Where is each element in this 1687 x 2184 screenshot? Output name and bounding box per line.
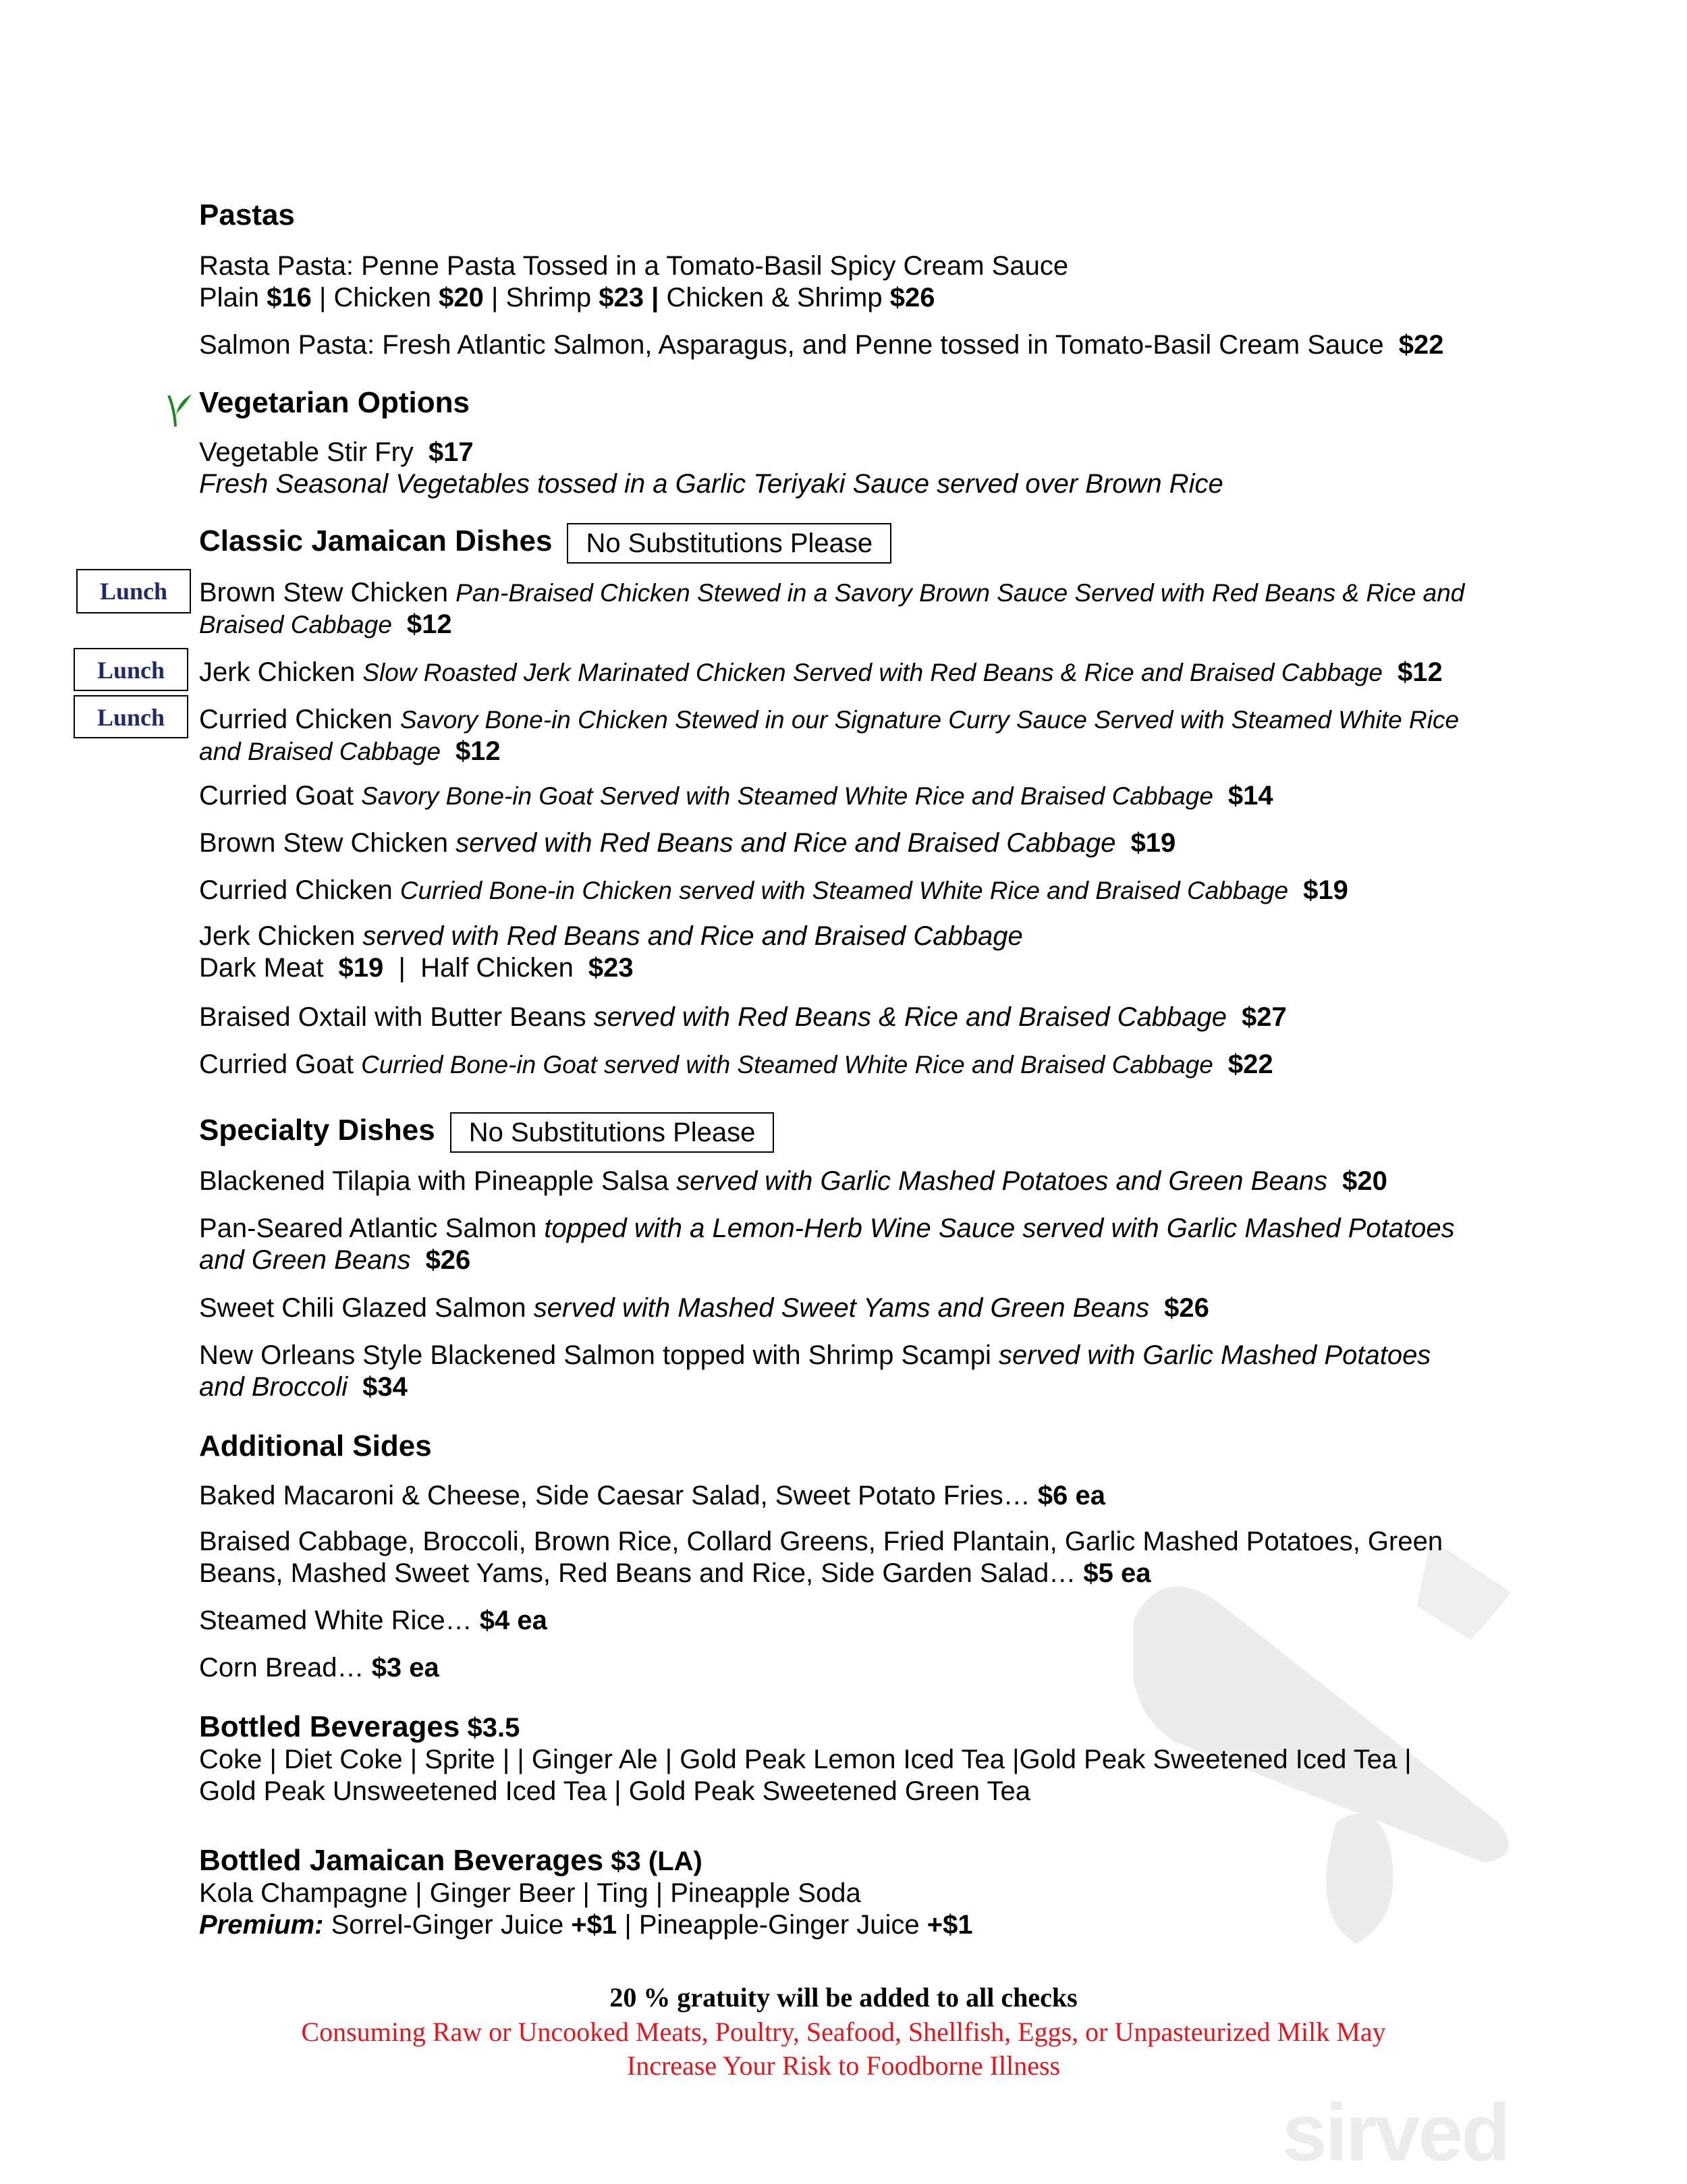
menu-item — [199, 827, 1522, 859]
item-name: Vegetable Stir Fry — [199, 437, 414, 467]
item-price: $20 — [1342, 1166, 1387, 1196]
menu-item — [199, 1166, 1522, 1197]
item-desc: and Green Beans — [199, 1245, 411, 1275]
vegetarian-heading: Vegetarian Options — [199, 386, 470, 419]
menu-item — [199, 875, 1522, 906]
item-desc: served with Red Beans and Rice and Braised Cabbage — [362, 921, 1023, 951]
specialty-heading-row — [199, 1110, 1522, 1153]
item-name: Jerk Chicken — [199, 921, 356, 951]
food-safety-warning: Consuming Raw or Uncooked Meats, Poultry, Seafood, Shellfish, Eggs, or Unpasteurized Milk May — [301, 2017, 1386, 2047]
lunch-badge: Lunch — [74, 648, 188, 691]
side-item — [199, 1480, 1522, 1512]
item-desc: Slow Roasted Jerk Marinated Chicken Served with Red Beans & Rice and Braised Cabbage — [362, 659, 1383, 686]
jamaican-beverages-list — [199, 1878, 1522, 1941]
beverage-line: Coke | Diet Coke | Sprite | | Ginger Ale | Gold Peak Lemon Iced Tea |Gold Peak Sweetened Iced Tea | — [199, 1745, 1412, 1774]
option-price: $16 — [267, 283, 312, 312]
item-desc: Curried Bone-in Chicken served with Steamed White Rice and Braised Cabbage — [399, 877, 1289, 904]
specialty-heading: Specialty Dishes — [199, 1114, 435, 1147]
item-price: $19 — [1303, 875, 1348, 905]
vegetable-stir-fry-item — [199, 437, 1522, 500]
option-label: Plain — [199, 283, 259, 312]
item-name: Sweet Chili Glazed Salmon — [199, 1293, 526, 1323]
side-text: Beans, Mashed Sweet Yams, Red Beans and Rice, Side Garden Salad… — [199, 1558, 1076, 1588]
gratuity-notice: 20 % gratuity will be added to all checks — [609, 1982, 1078, 2013]
item-name: Jerk Chicken — [199, 657, 356, 687]
item-price: $19 — [1130, 828, 1176, 858]
item-desc: Curried Bone-in Goat served with Steamed White Rice and Braised Cabbage — [361, 1051, 1213, 1079]
item-name: Curried Chicken — [199, 705, 393, 734]
beverage-line: Kola Champagne | Ginger Beer | Ting | Pineapple Soda — [199, 1878, 861, 1908]
premium-price: +$1 — [927, 1910, 973, 1940]
rasta-pasta-options: Plain $16 | Chicken $20 | Shrimp $23 | Chicken & Shrimp $26 — [199, 283, 935, 312]
food-safety-warning: Increase Your Risk to Foodborne Illness — [626, 2050, 1061, 2081]
menu-item — [199, 1340, 1522, 1403]
side-text: Corn Bread… — [199, 1653, 364, 1683]
side-text: Steamed White Rice… — [199, 1606, 472, 1635]
side-price: $6 ea — [1037, 1481, 1105, 1510]
item-name: Curried Goat — [199, 1049, 354, 1079]
option-label: Shrimp — [505, 283, 592, 312]
premium-item: Pineapple-Ginger Juice — [638, 1910, 920, 1940]
menu-item — [199, 1002, 1522, 1033]
heading-text: Bottled Beverages — [199, 1710, 460, 1743]
lunch-badge: Lunch — [74, 695, 188, 738]
no-substitutions-note: No Substitutions Please — [567, 523, 891, 564]
item-desc: Savory Bone-in Chicken Stewed in our Signature Curry Sauce Served with Steamed White Rice — [399, 706, 1460, 734]
option-price: $23 — [588, 953, 634, 983]
heading-price: $3 (LA) — [611, 1847, 702, 1876]
menu-item — [199, 1292, 1522, 1324]
side-text: Braised Cabbage, Broccoli, Brown Rice, Collard Greens, Fried Plantain, Garlic Mashed Potatoes, Green — [199, 1527, 1443, 1556]
bottled-beverages-heading — [199, 1711, 1522, 1744]
menu-item — [199, 1213, 1522, 1276]
item-name: Brown Stew Chicken — [199, 828, 449, 858]
item-desc: and Broccoli — [199, 1372, 348, 1402]
option-label: Chicken — [333, 283, 431, 312]
lunch-badge: Lunch — [76, 569, 191, 613]
item-price: $12 — [406, 609, 452, 639]
item-desc: served with Mashed Sweet Yams and Green Beans — [533, 1293, 1150, 1323]
option-price: $23 — [599, 283, 644, 312]
item-price: $26 — [425, 1245, 471, 1275]
jamaican-beverages-heading — [199, 1845, 1522, 1878]
item-price: $22 — [1398, 330, 1444, 360]
separator: | — [624, 1910, 632, 1940]
classic-heading: Classic Jamaican Dishes — [199, 524, 553, 557]
item-desc: Savory Bone-in Goat Served with Steamed White Rice and Braised Cabbage — [361, 782, 1213, 810]
menu-item: Jerk Chicken served with Red Beans and Rice and Braised Cabbage Dark Meat $19 | Half Chicken $23 — [199, 921, 1023, 983]
item-desc: Pan-Braised Chicken Stewed in a Savory Brown Sauce Served with Red Beans & Rice and — [455, 579, 1465, 607]
item-desc: served with Garlic Mashed Potatoes — [999, 1340, 1431, 1370]
side-price: $4 ea — [479, 1606, 547, 1635]
item-name: Brown Stew Chicken — [199, 578, 449, 607]
sirved-watermark: sirved — [1282, 2087, 1509, 2178]
item-desc: topped with a Lemon-Herb Wine Sauce served with Garlic Mashed Potatoes — [544, 1213, 1455, 1243]
item-desc: Braised Cabbage — [199, 611, 392, 638]
side-item — [199, 1605, 1522, 1637]
side-price: $5 ea — [1083, 1558, 1151, 1588]
item-desc: Fresh Seasonal Vegetables tossed in a Garlic Teriyaki Sauce served over Brown Rice — [199, 469, 1223, 499]
bottled-beverages-list — [199, 1744, 1522, 1807]
premium-price: +$1 — [571, 1910, 617, 1940]
item-name: Braised Oxtail with Butter Beans — [199, 1002, 586, 1032]
side-item — [199, 1526, 1522, 1589]
pastas-heading: Pastas — [199, 198, 295, 231]
heading-price: $3.5 — [467, 1713, 520, 1743]
menu-item — [199, 704, 1522, 767]
item-price: $34 — [362, 1372, 408, 1402]
item-desc: served with Red Beans and Rice and Braised Cabbage — [455, 828, 1116, 858]
item-name: Salmon Pasta: Fresh Atlantic Salmon, Asparagus, and Penne tossed in Tomato-Basil Cream Sauce — [199, 330, 1384, 360]
option-price: $26 — [889, 283, 935, 312]
item-price: $22 — [1227, 1049, 1273, 1079]
item-price: $14 — [1227, 781, 1273, 811]
premium-item: Sorrel-Ginger Juice — [331, 1910, 564, 1940]
item-price: $12 — [1397, 657, 1443, 687]
item-name: Pan-Seared Atlantic Salmon — [199, 1213, 537, 1243]
item-name: Curried Goat — [199, 781, 354, 811]
option-label: Dark Meat — [199, 953, 324, 983]
no-substitutions-note: No Substitutions Please — [450, 1112, 775, 1153]
premium-label: Premium: — [199, 1910, 324, 1940]
option-label: Half Chicken — [420, 953, 574, 983]
item-desc: served with Red Beans & Rice and Braised Cabbage — [593, 1002, 1227, 1032]
side-item — [199, 1652, 1522, 1684]
item-name: Curried Chicken — [199, 875, 393, 905]
side-price: $3 ea — [371, 1653, 439, 1683]
item-name: New Orleans Style Blackened Salmon topped with Shrimp Scampi — [199, 1340, 991, 1370]
item-price: $26 — [1164, 1293, 1209, 1323]
item-desc: and Braised Cabbage — [199, 738, 441, 765]
menu-item — [199, 577, 1522, 640]
heading-text: Bottled Jamaican Beverages — [199, 1844, 604, 1877]
sides-heading: Additional Sides — [199, 1429, 432, 1463]
menu-item — [199, 1049, 1522, 1081]
item-name: Blackened Tilapia with Pineapple Salsa — [199, 1166, 669, 1196]
rasta-pasta-name: Rasta Pasta: Penne Pasta Tossed in a Tomato-Basil Spicy Cream Sauce — [199, 251, 1069, 281]
option-label: Chicken & Shrimp — [666, 283, 883, 312]
menu-item — [199, 657, 1522, 688]
item-desc: served with Garlic Mashed Potatoes and Green Beans — [676, 1166, 1328, 1196]
item-price: $27 — [1242, 1002, 1287, 1032]
item-price: $12 — [455, 736, 501, 766]
salmon-pasta-item — [199, 329, 1522, 361]
beverage-line: Gold Peak Unsweetened Iced Tea | Gold Peak Sweetened Green Tea — [199, 1776, 1030, 1806]
leaf-sprout-icon — [165, 391, 194, 428]
option-price: $19 — [338, 953, 384, 983]
rasta-pasta-item — [199, 250, 1522, 314]
option-price: $20 — [439, 283, 484, 312]
menu-item — [199, 780, 1522, 812]
classic-heading-row — [199, 521, 1522, 564]
side-text: Baked Macaroni & Cheese, Side Caesar Salad, Sweet Potato Fries… — [199, 1481, 1030, 1510]
item-price: $17 — [428, 437, 474, 467]
